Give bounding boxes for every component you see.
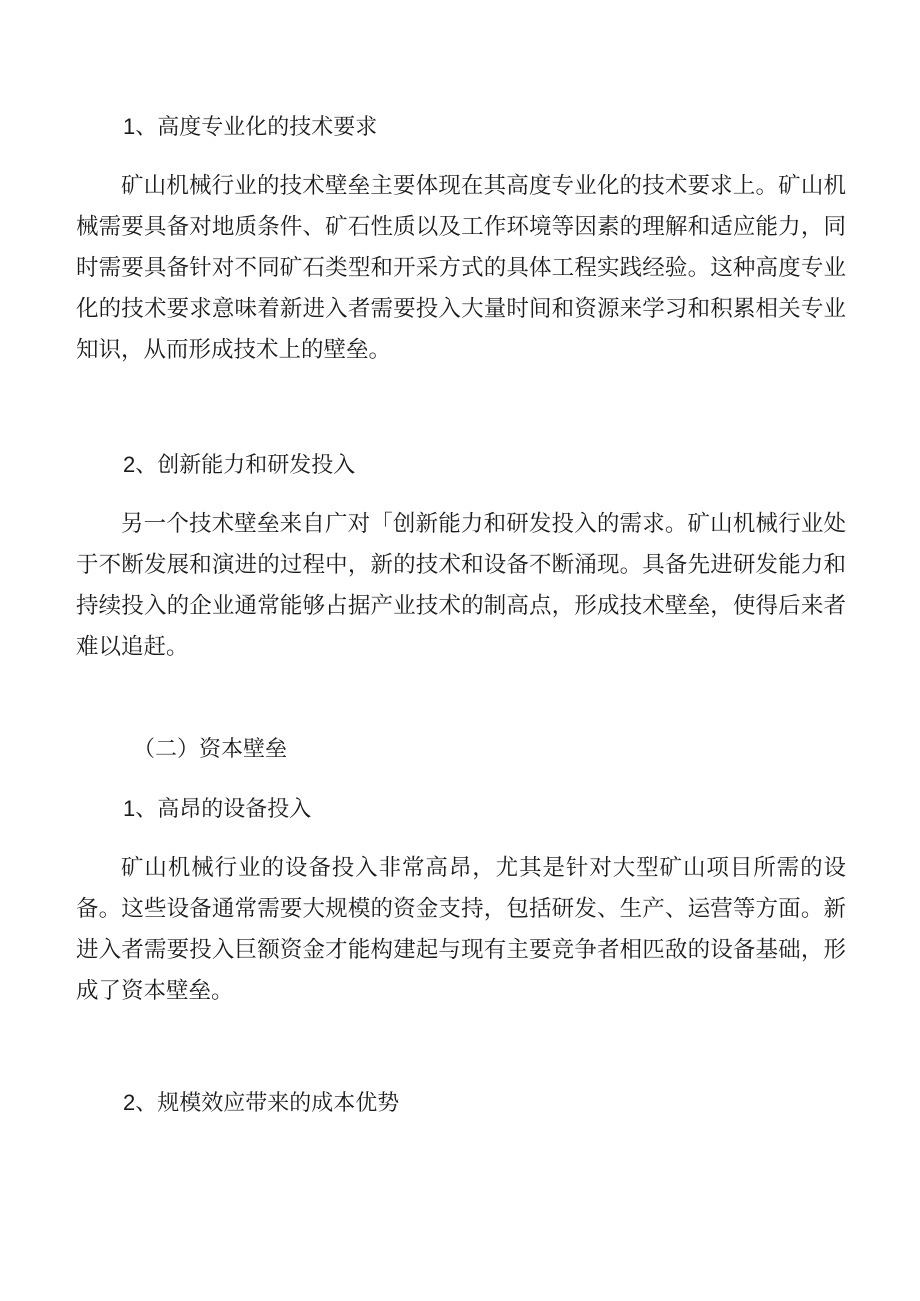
paragraph-tech-specialization: 矿山机械行业的技术壁垒主要体现在其高度专业化的技术要求上。矿山机械需要具备对地质条件、矿石性质以及工作环境等因素的理解和适应能力，同时需要具备针对不同矿石类型和开采方式的具体工程实践经验。这种高度专业化的技术要求意味着新进入者需要投入大量时间和资源来学习和积累相关专业知识，从而形成技术上的壁垒。 <box>76 173 846 363</box>
section-heading-scale-effect: 2、规模效应带来的成本优势 <box>123 1090 400 1115</box>
section-heading-innovation: 2、创新能力和研发投入 <box>123 452 356 477</box>
paragraph-innovation: 另一个技术壁垒来自广对「创新能力和研发投入的需求。矿山机械行业处于不断发展和演进的过程中，新的技术和设备不断涌现。具备先进研发能力和持续投入的企业通常能够占据产业技术的制高点，形成技术壁垒，使得后来者难以追赶。 <box>76 511 846 660</box>
paragraph-equipment-investment: 矿山机械行业的设备投入非常高昂，尤其是针对大型矿山项目所需的设备。这些设备通常需要大规模的资金支持，包括研发、生产、运营等方面。新进入者需要投入巨额资金才能构建起与现有主要竞争者相匹敌的设备基础，形成了资本壁垒。 <box>76 855 846 1004</box>
section-heading-tech-specialization: 1、高度专业化的技术要求 <box>123 114 378 139</box>
section-heading-equipment-investment: 1、高昂的设备投入 <box>123 796 312 821</box>
subsection-heading-capital-barrier: （二）资本壁垒 <box>133 737 288 762</box>
